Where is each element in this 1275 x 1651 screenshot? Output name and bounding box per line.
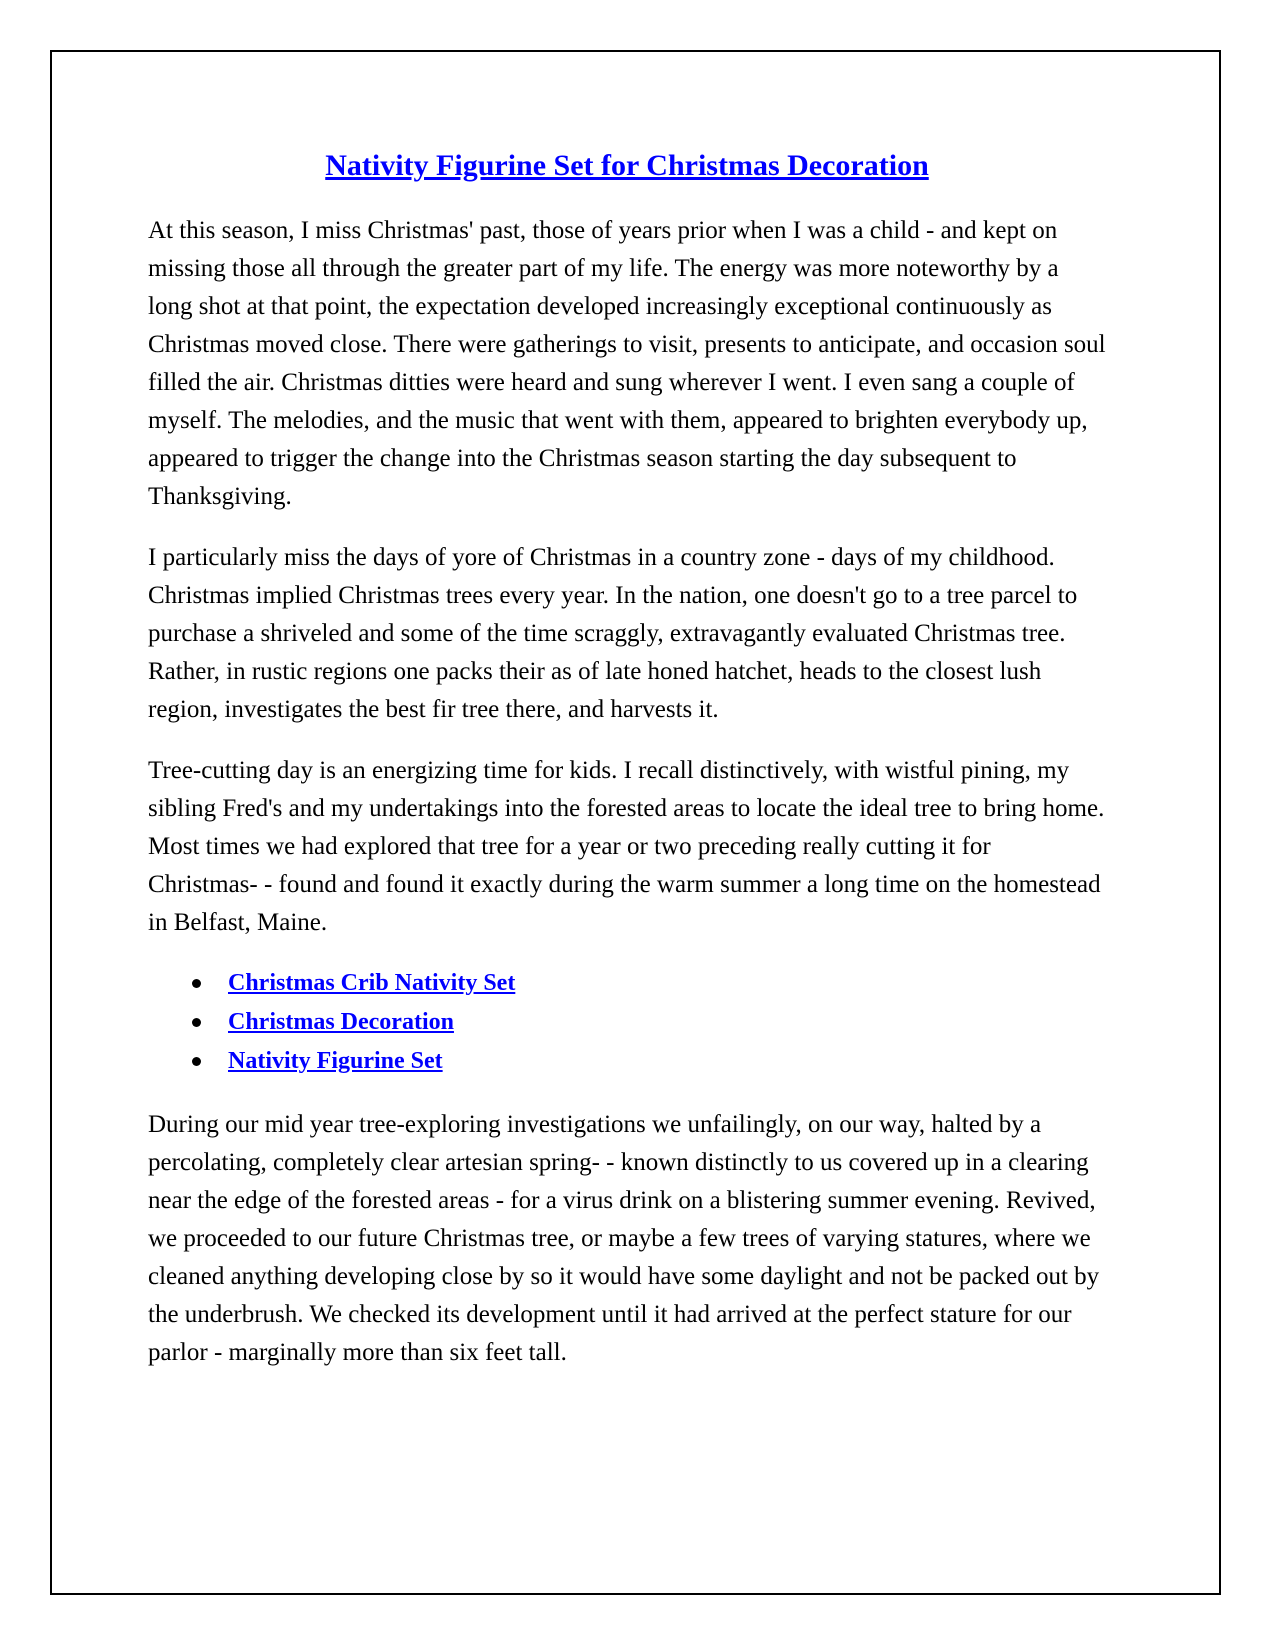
- paragraph-3: Tree-cutting day is an energizing time for kids. I recall distinctively, with wistful pining, my sibling Fred's and my undertakings into the forested areas to locate the ideal tree to bring home. Most times we had explored that tree for a year or two preceding really cutting it for Christmas- - found and found it exactly during the warm summer a long time on the homestead in Belfast, Maine.: [148, 757, 1105, 936]
- bullet-icon: [192, 1018, 201, 1027]
- paragraph-1: At this season, I miss Christmas' past, those of years prior when I was a child - and kept on missing those all through the greater part of my life. The energy was more noteworthy by a long shot at that point, the expectation developed increasingly exceptional continuously as Christmas moved close. There were gatherings to visit, presents to anticipate, and occasion soul filled the air. Christmas ditties were heard and sung wherever I went. I even sang a couple of myself. The melodies, and the music that went with them, appeared to brighten everybody up, appeared to trigger the change into the Christmas season starting the day subsequent to Thanksgiving.: [148, 217, 1106, 510]
- title-link[interactable]: Nativity Figurine Set for Christmas Decoration: [325, 149, 929, 182]
- bullet-icon: [192, 979, 201, 988]
- bullet-icon: [192, 1057, 201, 1066]
- page-title: [148, 146, 1106, 186]
- link-christmas-decoration[interactable]: Christmas Decoration: [228, 1009, 454, 1035]
- link-nativity-figurine-set[interactable]: Nativity Figurine Set: [228, 1048, 443, 1074]
- related-links-list: [148, 965, 1106, 1082]
- page-border: [50, 50, 1221, 1595]
- document-content: [148, 146, 1106, 1395]
- list-item: [148, 1004, 1106, 1043]
- list-item: [148, 965, 1106, 1004]
- list-item: [148, 1043, 1106, 1082]
- paragraph-4: During our mid year tree-exploring investigations we unfailingly, on our way, halted by a percolating, completely clear artesian spring- - known distinctly to us covered up in a clearing near the edge of the forested areas - for a virus drink on a blistering summer evening. Revived, we proceeded to our future Christmas tree, or maybe a few trees of varying statures, where we cleaned anything developing close by so it would have some daylight and not be packed out by the underbrush. We checked its development until it had arrived at the perfect stature for our parlor - marginally more than six feet tall.: [148, 1111, 1100, 1366]
- paragraph-2: I particularly miss the days of yore of Christmas in a country zone - days of my childhood. Christmas implied Christmas trees every year. In the nation, one doesn't go to a tree parcel to purchase a shriveled and some of the time scraggly, extravagantly evaluated Christmas tree. Rather, in rustic regions one packs their as of late honed hatchet, heads to the closest lush region, investigates the best fir tree there, and harvests it.: [148, 544, 1078, 723]
- link-christmas-crib-nativity-set[interactable]: Christmas Crib Nativity Set: [228, 970, 516, 996]
